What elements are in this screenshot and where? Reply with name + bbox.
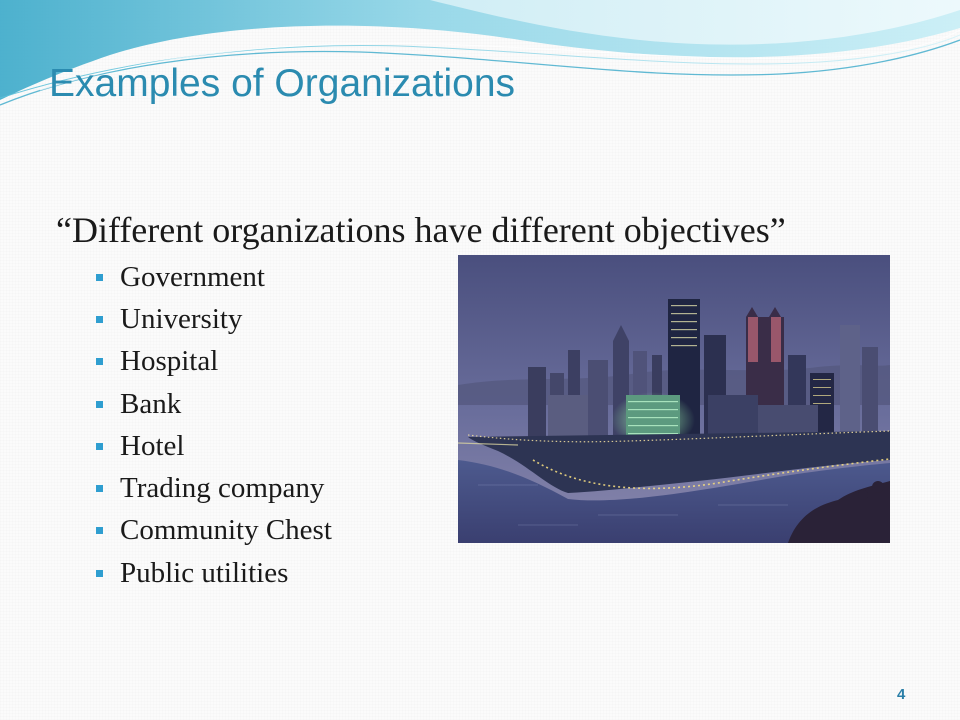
list-item bbox=[96, 383, 332, 425]
square-bullet-icon bbox=[96, 485, 103, 492]
city-skyline-photo bbox=[458, 255, 890, 543]
list-item bbox=[96, 467, 332, 509]
list-item-label: Trading company bbox=[120, 472, 325, 505]
list-item bbox=[96, 256, 332, 298]
organization-list bbox=[96, 256, 332, 594]
page-number: 4 bbox=[897, 686, 906, 703]
list-item-label: Hospital bbox=[120, 345, 219, 378]
square-bullet-icon bbox=[96, 358, 103, 365]
square-bullet-icon bbox=[96, 274, 103, 281]
list-item-label: Community Chest bbox=[120, 514, 332, 547]
square-bullet-icon bbox=[96, 316, 103, 323]
list-item-label: Bank bbox=[120, 387, 182, 420]
list-item bbox=[96, 510, 332, 552]
list-item-label: Public utilities bbox=[120, 556, 289, 589]
square-bullet-icon bbox=[96, 570, 103, 577]
list-item bbox=[96, 425, 332, 467]
list-item-label: Hotel bbox=[120, 429, 185, 462]
list-item bbox=[96, 552, 332, 594]
slide-title: Examples of Organizations bbox=[49, 62, 516, 105]
square-bullet-icon bbox=[96, 527, 103, 534]
list-item-label: University bbox=[120, 302, 243, 335]
list-item bbox=[96, 298, 332, 340]
list-item bbox=[96, 341, 332, 383]
quote-text: “Different organizations have different objectives” bbox=[56, 210, 786, 250]
list-item-label: Government bbox=[120, 260, 265, 293]
square-bullet-icon bbox=[96, 443, 103, 450]
square-bullet-icon bbox=[96, 401, 103, 408]
